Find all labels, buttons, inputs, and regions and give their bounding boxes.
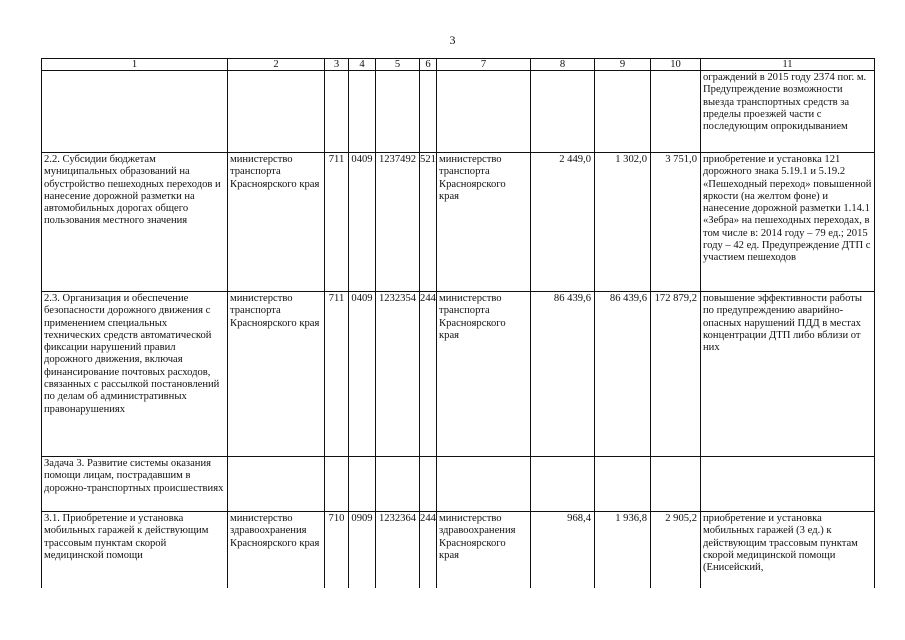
column-number: 4 [349, 59, 376, 71]
executor-cell: министерство транспорта Красноярского края [228, 153, 325, 292]
amount-cell: 86 439,6 [531, 292, 595, 457]
executor-cell: министерство здравоохранения Красноярского края [228, 512, 325, 589]
recipient-cell: министерство транспорта Красноярского края [437, 153, 531, 292]
expense-type-cell [420, 457, 437, 512]
grbs-code-cell [325, 71, 349, 153]
column-number: 9 [595, 59, 651, 71]
amount-cell [595, 457, 651, 512]
expected-result-cell: повышение эффективности работы по предупреждению аварийно-опасных нарушений ПДД в местах концентрации ДТП либо вблизи от них [701, 292, 875, 457]
activity-cell [42, 71, 228, 153]
amount-cell: 86 439,6 [595, 292, 651, 457]
target-article-cell: 1232354 [376, 292, 420, 457]
table-row [42, 457, 875, 512]
amount-cell: 1 302,0 [595, 153, 651, 292]
expected-result-cell: ограждений в 2015 году 2374 пог. м. Предупреждение возможности выезда транспортных средств за пределы проезжей части с последующим опрокидыванием [701, 71, 875, 153]
grbs-code-cell: 710 [325, 512, 349, 589]
activity-cell: 2.3. Организация и обеспечение безопасности дорожного движения с применением специальных технических средств автоматической фиксации нарушений правил дорожного движения, включая финансирование почтовых расходов, связанных с рассылкой постановлений по делам об административных правонарушениях [42, 292, 228, 457]
section-code-cell [349, 71, 376, 153]
grbs-code-cell: 711 [325, 153, 349, 292]
column-number: 1 [42, 59, 228, 71]
executor-cell [228, 457, 325, 512]
column-number: 3 [325, 59, 349, 71]
grbs-code-cell: 711 [325, 292, 349, 457]
expense-type-cell: 244 [420, 292, 437, 457]
table-row [42, 71, 875, 153]
recipient-cell [437, 71, 531, 153]
section-code-cell: 0909 [349, 512, 376, 589]
target-article-cell [376, 71, 420, 153]
program-activities-table [41, 58, 875, 588]
grbs-code-cell [325, 457, 349, 512]
recipient-cell: министерство транспорта Красноярского края [437, 292, 531, 457]
column-number: 5 [376, 59, 420, 71]
section-code-cell [349, 457, 376, 512]
column-number: 10 [651, 59, 701, 71]
column-number: 7 [437, 59, 531, 71]
amount-cell [595, 71, 651, 153]
section-code-cell: 0409 [349, 153, 376, 292]
table-row [42, 512, 875, 589]
target-article-cell: 1237492 [376, 153, 420, 292]
page-number: 3 [449, 33, 456, 47]
section-code-cell: 0409 [349, 292, 376, 457]
activity-cell: 2.2. Субсидии бюджетам муниципальных образований на обустройство пешеходных переходов и нанесение дорожной разметки на автомобильных дорогах общего пользования местного значения [42, 153, 228, 292]
activity-cell: 3.1. Приобретение и установка мобильных гаражей к действующим трассовым пунктам скорой медицинской помощи [42, 512, 228, 589]
total-cell: 172 879,2 [651, 292, 701, 457]
amount-cell: 2 449,0 [531, 153, 595, 292]
executor-cell [228, 71, 325, 153]
amount-cell: 1 936,8 [595, 512, 651, 589]
table-row [42, 292, 875, 457]
amount-cell: 968,4 [531, 512, 595, 589]
expense-type-cell [420, 71, 437, 153]
recipient-cell: министерство здравоохранения Красноярского края [437, 512, 531, 589]
target-article-cell: 1232364 [376, 512, 420, 589]
column-number-row [42, 59, 875, 71]
total-cell [651, 457, 701, 512]
column-number: 8 [531, 59, 595, 71]
executor-cell: министерство транспорта Красноярского края [228, 292, 325, 457]
amount-cell [531, 71, 595, 153]
expected-result-cell: приобретение и установка мобильных гаражей (3 ед.) к действующим трассовым пунктам скорой медицинской помощи (Енисейский, [701, 512, 875, 589]
total-cell: 3 751,0 [651, 153, 701, 292]
expense-type-cell: 244 [420, 512, 437, 589]
column-number: 6 [420, 59, 437, 71]
amount-cell [531, 457, 595, 512]
target-article-cell [376, 457, 420, 512]
expected-result-cell: приобретение и установка 121 дорожного знака 5.19.1 и 5.19.2 «Пешеходный переход» повышенной яркости (на желтом фоне) и нанесение дорожной разметки 1.14.1 «Зебра» на пешеходных переходах, в том числе в: 2014 году – 79 ед.; 2015 году – 42 ед. Предупреждение ДТП с участием пешеходов [701, 153, 875, 292]
total-cell [651, 71, 701, 153]
expected-result-cell [701, 457, 875, 512]
expense-type-cell: 521 [420, 153, 437, 292]
task-heading-cell: Задача 3. Развитие системы оказания помощи лицам, пострадавшим в дорожно-транспортных происшествиях [42, 457, 228, 512]
column-number: 2 [228, 59, 325, 71]
total-cell: 2 905,2 [651, 512, 701, 589]
table-row [42, 153, 875, 292]
column-number: 11 [701, 59, 875, 71]
recipient-cell [437, 457, 531, 512]
